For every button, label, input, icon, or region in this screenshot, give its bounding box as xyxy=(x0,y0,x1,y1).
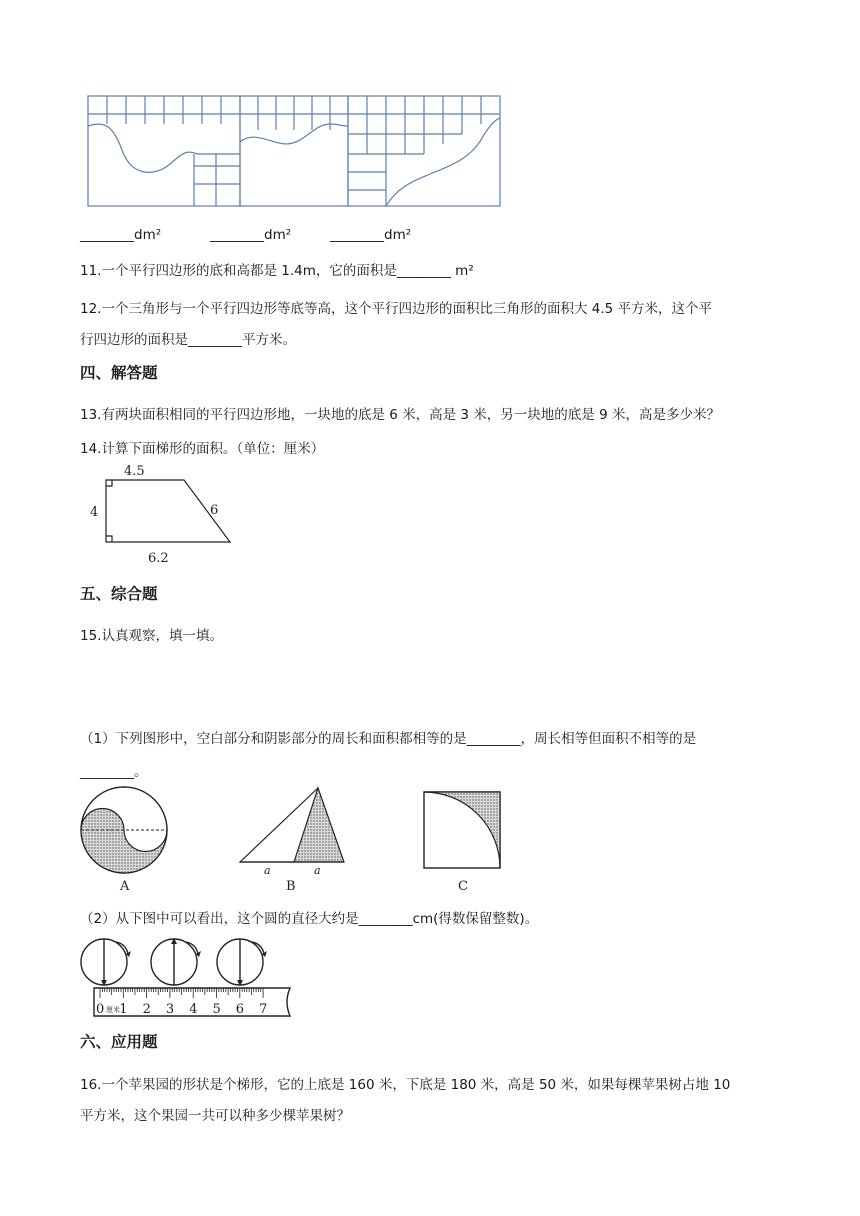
question-12-line1: 12.一个三角形与一个平行四边形等底等高，这个平行四边形的面积比三角形的面积大 4.5 平方米，这个平 xyxy=(80,301,713,317)
section-5-heading: 五、综合题 xyxy=(80,585,158,603)
shape-b xyxy=(240,788,344,862)
ruler-circle-figure xyxy=(78,936,304,1020)
question-16-line2: 平方米，这个果园一共可以种多少棵苹果树？ xyxy=(80,1108,350,1124)
question-12-line2: 行四边形的面积是________平方米。 xyxy=(80,332,296,348)
ruler-number: 5 xyxy=(212,1002,221,1017)
shapes-abc-figure xyxy=(76,784,506,896)
label-c: C xyxy=(458,879,468,894)
question-11: 11.一个平行四边形的底和高都是 1.4m，它的面积是________ m² xyxy=(80,263,474,279)
ruler-number: 6 xyxy=(235,1002,245,1017)
ruler-unit: 厘米 xyxy=(106,1006,120,1014)
question-13: 13.有两块面积相同的平行四边形地，一块地的底是 6 米，高是 3 米，另一块地的底是 9 米，高是多少米？ xyxy=(80,407,720,423)
question-16-line1: 16.一个苹果园的形状是个梯形，它的上底是 160 米，下底是 180 米，高是 50 米，如果每棵苹果树占地 10 xyxy=(80,1077,731,1093)
shape-c xyxy=(424,792,500,868)
label-b-a2: a xyxy=(314,864,321,877)
q10-answer-1[interactable]: ________dm² xyxy=(80,227,162,243)
label-b-a1: a xyxy=(264,864,271,877)
question-15-part2: （2）从下图中可以看出，这个圆的直径大约是________cm(得数保留整数)。 xyxy=(80,911,539,927)
trap-left-label: 4 xyxy=(90,505,99,520)
ruler-number: 4 xyxy=(189,1002,198,1017)
trapezoid-figure xyxy=(84,462,244,566)
trap-bottom-label: 6.2 xyxy=(148,551,169,566)
area-grid-figure xyxy=(86,94,502,210)
ruler-number: 0 xyxy=(96,1002,105,1017)
q10-answer-3[interactable]: ________dm² xyxy=(330,227,412,243)
trap-slant-label: 6 xyxy=(210,503,219,518)
trap-top-label: 4.5 xyxy=(124,464,145,479)
shape-a xyxy=(81,787,167,873)
ruler-number: 3 xyxy=(165,1002,175,1017)
section-6-heading: 六、应用题 xyxy=(80,1033,158,1051)
question-15: 15.认真观察，填一填。 xyxy=(80,628,223,644)
question-14: 14.计算下面梯形的面积。（单位：厘米） xyxy=(80,441,325,457)
label-a: A xyxy=(120,879,130,894)
ruler-number: 7 xyxy=(259,1002,268,1017)
section-4-heading: 四、解答题 xyxy=(80,364,158,382)
ruler-number: 1 xyxy=(119,1002,128,1017)
label-b: B xyxy=(286,879,296,894)
question-15-part1-line2: ________。 xyxy=(80,764,148,780)
question-15-part1-line1: （1）下列图形中，空白部分和阴影部分的周长和面积都相等的是________，周长相等但面积不相等的是 xyxy=(80,731,697,747)
ruler-number: 2 xyxy=(142,1002,151,1017)
q10-answer-2[interactable]: ________dm² xyxy=(210,227,292,243)
